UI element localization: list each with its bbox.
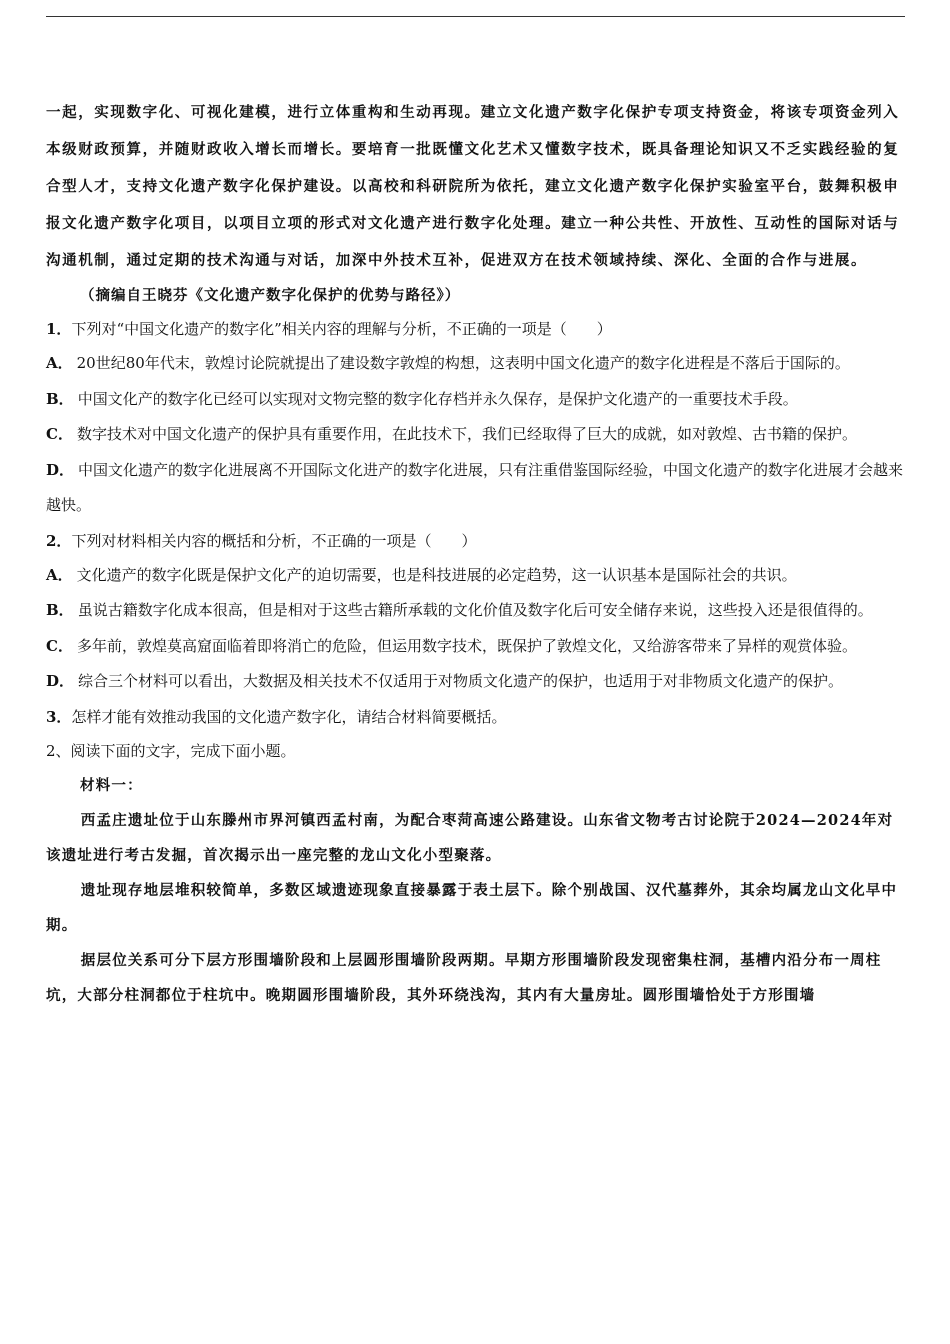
question-3-number: 3． xyxy=(46,707,72,726)
question-2-number: 2． xyxy=(46,531,72,550)
option-label: A． xyxy=(46,354,73,372)
question-2-stem xyxy=(46,524,905,558)
option-text: 数字技术对中国文化遗产的保护具有重要作用，在此技术下，我们已经取得了巨大的成就，如对敦煌、古书籍的保护。 xyxy=(76,425,857,443)
option-text: 中国文化遗产的数字化进展离不开国际文化进产的数字化进展，只有注重借鉴国际经验，中国文化遗产的数字化进展才会越来越快。 xyxy=(46,460,904,514)
material-paragraph: 西孟庄遗址位于山东滕州市界河镇西孟村南，为配合枣菏高速公路建设。山东省文物考古讨论院于2024—2024年对该遗址进行考古发掘，首次揭示出一座完整的龙山文化小型聚落。 xyxy=(46,811,894,864)
option-text: 综合三个材料可以看出，大数据及相关技术不仅适用于对物质文化遗产的保护，也适用于对非物质文化遗产的保护。 xyxy=(78,672,844,690)
option-label: D． xyxy=(46,672,75,690)
passage-paragraph: 一起，实现数字化、可视化建模，进行立体重构和生动再现。建立文化遗产数字化保护专项支持资金，将该专项资金列入本级财政预算，并随财政收入增长而增长。要培育一批既懂文化艺术又懂数字技术，既具备理论知识又不乏实践经验的复合型人才，支持文化遗产数字化保护建设。以高校和科研院所为依托，建立文化遗产数字化保护实验室平台，鼓舞积极申报文化遗产数字化项目，以项目立项的形式对文化遗产进行数字化处理。建立一种公共性、开放性、互动性的国际对话与沟通机制，通过定期的技术沟通与对话，加深中外技术互补，促进双方在技术领域持续、深化、全面的合作与进展。 xyxy=(46,104,900,269)
question-2-text: 下列对材料相关内容的概括和分析，不正确的一项是（ ） xyxy=(71,531,477,550)
option-label: B． xyxy=(46,389,74,408)
question-3-text: 怎样才能有效推动我国的文化遗产数字化，请结合材料简要概括。 xyxy=(71,707,507,726)
section-2-heading: 2、阅读下面的文字，完成下面小题。 xyxy=(46,741,296,760)
question-3-stem xyxy=(46,700,905,734)
option-text: 20世纪80年代末，敦煌讨论院就提出了建设数字敦煌的构想，这表明中国文化遗产的数字化进程是不落后于国际的。 xyxy=(76,354,850,372)
material-paragraph: 遗址现存地层堆积较简单，多数区域遗迹现象直接暴露于表土层下。除个别战国、汉代墓葬外，其余均属龙山文化早中期。 xyxy=(46,881,898,934)
question-2-option-b xyxy=(46,593,905,629)
option-label: D． xyxy=(46,460,75,479)
option-text: 中国文化产的数字化已经可以实现对文物完整的数字化存档并永久保存，是保护文化遗产的一重要技术手段。 xyxy=(77,389,798,408)
material-paragraph: 据层位关系可分下层方形围墙阶段和上层圆形围墙阶段两期。早期方形围墙阶段发现密集柱洞，基槽内沿分布一周柱坑，大部分柱洞都位于柱坑中。晚期圆形围墙阶段，其外环绕浅沟，其内有大量房址。圆形围墙恰处于方形围墙 xyxy=(46,951,882,1004)
question-1-option-c xyxy=(46,417,905,453)
header-rule xyxy=(46,16,905,17)
document-body xyxy=(46,94,905,1013)
source-citation: （摘编自王晓芬《文化遗产数字化保护的优势与路径》） xyxy=(80,287,461,304)
question-2-option-c xyxy=(46,629,905,665)
option-text: 多年前，敦煌莫高窟面临着即将消亡的危险，但运用数字技术，既保护了敦煌文化，又给游客带来了异样的观赏体验。 xyxy=(76,636,857,655)
material-label: 材料一： xyxy=(80,776,143,794)
option-text: 文化遗产的数字化既是保护文化产的迫切需要，也是科技进展的必定趋势，这一认识基本是国际社会的共识。 xyxy=(76,565,797,584)
question-1-stem xyxy=(46,312,905,346)
question-2-option-d xyxy=(46,664,905,700)
question-1-option-a xyxy=(46,346,905,382)
question-2-option-a xyxy=(46,558,905,594)
question-1-number: 1． xyxy=(46,320,72,338)
question-1-option-d xyxy=(46,453,905,524)
question-1-option-b xyxy=(46,382,905,418)
question-1-text: 下列对“中国文化遗产的数字化”相关内容的理解与分析，不正确的一项是（ ） xyxy=(71,320,612,338)
option-label: C． xyxy=(46,425,73,443)
option-label: B． xyxy=(46,601,74,619)
option-text: 虽说古籍数字化成本很高，但是相对于这些古籍所承载的文化价值及数字化后可安全储存来说，这些投入还是很值得的。 xyxy=(77,601,873,619)
option-label: C． xyxy=(46,636,73,655)
option-label: A． xyxy=(46,565,73,584)
